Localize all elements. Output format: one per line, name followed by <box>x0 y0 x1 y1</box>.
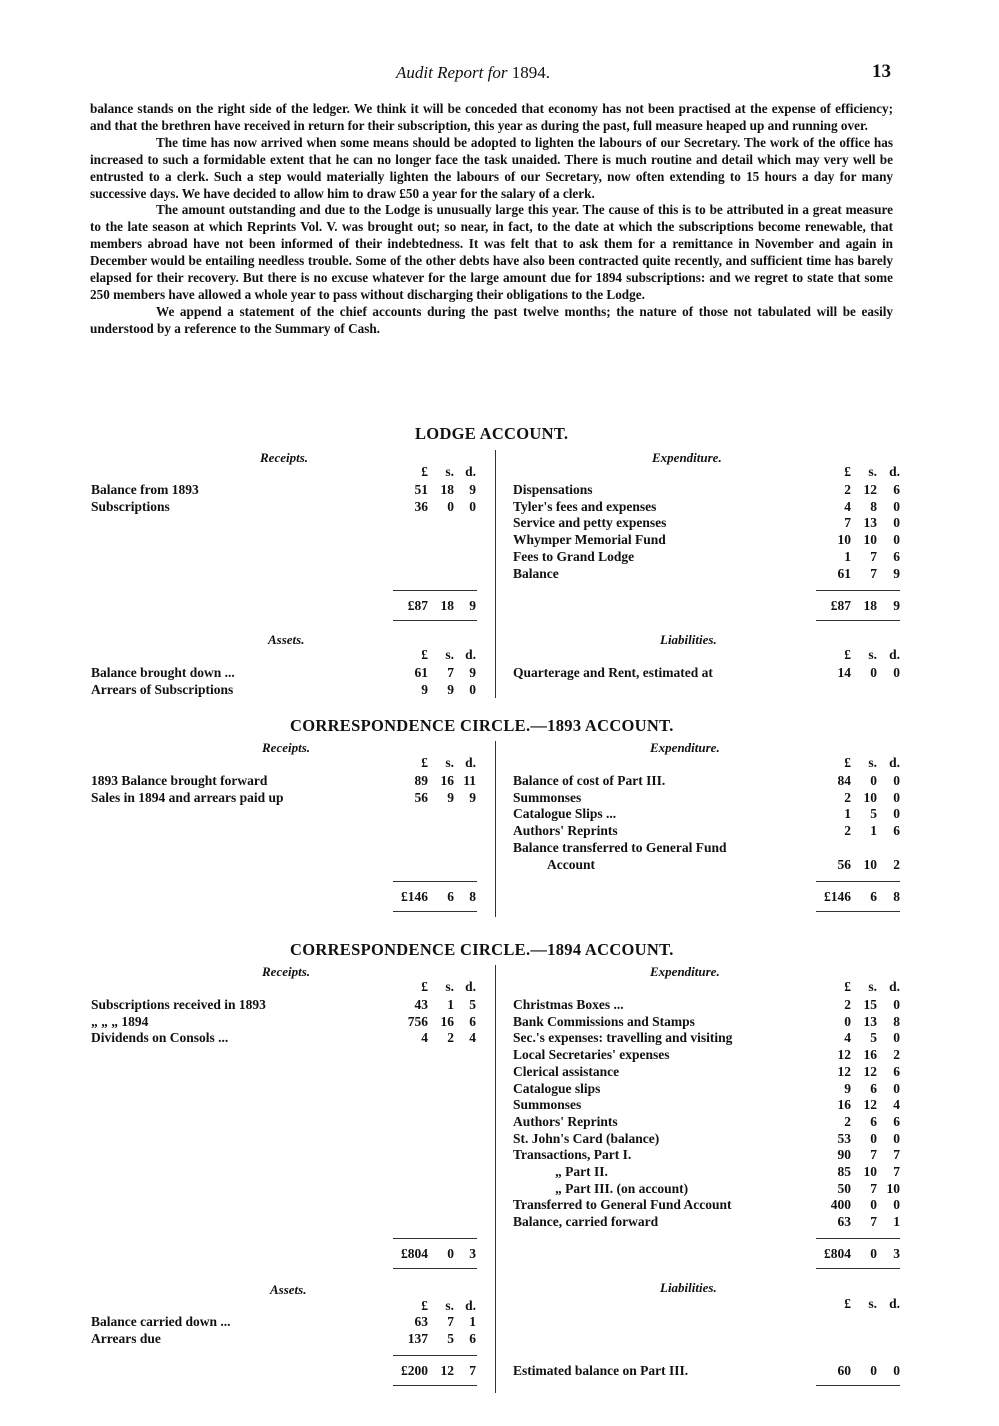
cc1894-expenditure-row-d: 0 <box>893 997 900 1012</box>
cc1893-expenditure-total-l: £146 <box>824 889 851 904</box>
cc1893-expenditure-row-d: 0 <box>893 806 900 822</box>
cc1894-receipts-total-rule <box>393 1238 477 1239</box>
lodge-liabilities-heading: Liabilities. <box>660 632 717 647</box>
cc1893-receipts-total-underrule <box>393 911 477 912</box>
cc1894-expenditure-total-l: £804 <box>824 1246 851 1261</box>
lodge-liabilities-currency-l: £ <box>844 647 851 662</box>
lodge-expenditure-row-d: 0 <box>893 515 900 531</box>
lodge-expenditure-row-l: 7 <box>844 515 851 531</box>
cc1894-receipt-row-s: 2 <box>447 1030 454 1046</box>
lodge-expenditure-row-d: 6 <box>893 548 900 564</box>
cc1894-expenditure-row-d: 7 <box>893 1164 900 1179</box>
lodge-expenditure-total-underrule <box>816 620 900 621</box>
cc1894-expenditure-row-l: 400 <box>830 1197 851 1213</box>
cc1893-expenditure-row-s: 1 <box>870 823 877 839</box>
lodge-expenditure-row-l: 4 <box>844 498 851 514</box>
cc1894-expenditure-row-label: Balance, carried forward <box>513 1214 659 1230</box>
cc1893-receipts-currency-l: £ <box>421 755 428 770</box>
lodge-liabilities-currency-s: s. <box>868 647 877 662</box>
cc1894-expenditure-total-rule <box>816 1238 900 1239</box>
lodge-expenditure-row-s: 12 <box>863 482 877 497</box>
cc1894-assets-total-s: 12 <box>440 1363 454 1378</box>
cc1894-expenditure-row-s: 6 <box>870 1113 877 1129</box>
cc1893-expenditure-row-l: 84 <box>837 773 851 788</box>
cc1893-expenditure-total-d: 8 <box>893 889 900 904</box>
lodge-receipts-total-rule <box>393 590 477 591</box>
cc1894-expenditure-row-l: 90 <box>837 1147 851 1163</box>
cc1894-expenditure-row-label: Catalogue slips <box>513 1080 601 1096</box>
cc1893-expenditure-row-d: 0 <box>893 773 900 788</box>
cc1894-expenditure-row-label: Bank Commissions and Stamps <box>513 1013 695 1029</box>
cc1893-expenditure-row-d: 6 <box>893 823 900 839</box>
lodge-account-title: LODGE ACCOUNT. <box>415 424 569 443</box>
cc1894-receipt-row-l: 43 <box>414 997 428 1012</box>
cc1894-expenditure-row-l: 0 <box>844 1013 851 1029</box>
lodge-expenditure-row-label: Fees to Grand Lodge <box>513 548 635 564</box>
cc1893-expenditure-row-d: 0 <box>893 789 900 805</box>
cc1894-liability-row-d: 0 <box>893 1363 900 1378</box>
lodge-asset-row-s: 9 <box>447 681 454 697</box>
cc1894-expenditure-row-l: 2 <box>844 997 851 1012</box>
lodge-expenditure-row-l: 2 <box>844 482 851 497</box>
cc1894-expenditure-row-label: Summonses <box>513 1097 582 1113</box>
lodge-expenditure-row-label: Whymper Memorial Fund <box>513 532 666 548</box>
cc1894-expenditure-row-l: 63 <box>837 1214 851 1230</box>
cc1893-expenditure-total-rule <box>816 881 900 882</box>
cc1894-expenditure-row-l: 12 <box>837 1047 851 1063</box>
cc1894-expenditure-row-d: 6 <box>893 1113 900 1129</box>
lodge-asset-row-label: Arrears of Subscriptions <box>91 681 234 697</box>
lodge-assets-currency-l: £ <box>421 647 428 662</box>
lodge-expenditure-row-s: 7 <box>870 565 877 581</box>
cc1893-expenditure-row-s: 10 <box>863 856 877 872</box>
cc1894-asset-row-d: 6 <box>469 1330 476 1346</box>
intro-paragraph: The time has now arrived when some means should be adopted to lighten the labours of our Secretary. The work of the office has increased to such a formidable extent that he can no longer face the task unaided. There is much routine and detail which may very well be entrusted to a clerk. Such a step would materially lighten the labours of our Secretary, now often extending to 15 hours a day for many successive days. We have decided to allow him to draw £50 a year for the salary of a clerk. <box>90 134 893 201</box>
cc1894-expenditure-currency-s: s. <box>868 979 877 994</box>
cc1894-expenditure-row-label: „ Part II. <box>555 1164 608 1179</box>
cc1894-receipt-row-d: 5 <box>469 997 476 1012</box>
cc1894-divider <box>495 965 496 1393</box>
cc1893-expenditure-currency-s: s. <box>868 755 877 770</box>
cc1894-expenditure-row-label: Clerical assistance <box>513 1063 620 1079</box>
lodge-receipt-row-label: Balance from 1893 <box>91 482 199 497</box>
cc1894-expenditure-row-l: 9 <box>844 1080 851 1096</box>
cc1894-expenditure-row-s: 16 <box>863 1047 877 1063</box>
cc1893-expenditure-heading: Expenditure. <box>650 740 720 755</box>
cc1894-expenditure-row-s: 15 <box>863 997 877 1012</box>
cc1894-asset-row-label: Balance carried down ... <box>91 1314 231 1329</box>
cc1893-expenditure-currency-l: £ <box>844 755 851 770</box>
intro-paragraph: The amount outstanding and due to the Lodge is unusually large this year. The cause of this is to be attributed in a great measure to the late season at which Reprints Vol. V. was brought out; so near, in fact, to the date at which the subscriptions become renewable, that members abroad have not been informed of their indebtedness. It was felt that to ask them for a remittance in November and again in December would be entailing needless trouble. Some of the other debts have also been contracted quite recently, and sufficient time has barely elapsed for their recovery. But there is no excuse whatever for the large amount due for 1894 subscriptions: and we regret to state that some 250 members have allowed a whole year to pass without discharging their obligations to the Lodge. <box>90 202 893 302</box>
lodge-asset-row-d: 0 <box>469 681 476 697</box>
cc1894-receipts-heading: Receipts. <box>262 964 311 979</box>
cc1894-expenditure-total-s: 0 <box>870 1246 877 1261</box>
cc1894-assets-total-l: £200 <box>401 1363 428 1378</box>
lodge-asset-row-s: 7 <box>447 665 454 680</box>
cc1894-receipt-row-s: 16 <box>440 1013 454 1029</box>
intro-paragraph: balance stands on the right side of the ledger. We think it will be conceded that economy has not been practised at the expense of efficiency; and that the brethren have received in return for their subscription, this year as during the past, full measure heaped up and running over. <box>90 101 893 133</box>
cc1894-receipt-row-label: Dividends on Consols ... <box>91 1030 229 1046</box>
cc1894-expenditure-row-label: Authors' Reprints <box>513 1113 618 1129</box>
cc1894-liability-row-s: 0 <box>870 1363 877 1378</box>
cc1894-expenditure-row-s: 6 <box>870 1080 877 1096</box>
cc1893-receipt-row-l: 89 <box>414 773 428 788</box>
lodge-assets-heading: Assets. <box>268 632 305 647</box>
cc1893-expenditure-row-s: 5 <box>870 806 877 822</box>
cc1894-liabilities-currency-s: s. <box>868 1296 877 1311</box>
lodge-asset-row-l: 9 <box>421 681 428 697</box>
cc1894-receipts-currency-s: s. <box>445 979 454 994</box>
cc1894-expenditure-row-l: 16 <box>837 1097 851 1113</box>
cc1893-expenditure-row-l: 1 <box>844 806 851 822</box>
cc1894-expenditure-row-d: 1 <box>893 1214 900 1230</box>
lodge-expenditure-row-l: 10 <box>837 532 851 548</box>
cc1894-expenditure-row-s: 0 <box>870 1197 877 1213</box>
cc1894-receipt-row-label: „ „ „ 1894 <box>91 1013 149 1029</box>
cc1894-expenditure-row-label: Sec.'s expenses: travelling and visiting <box>513 1030 733 1046</box>
cc1894-expenditure-row-s: 7 <box>870 1180 877 1196</box>
cc1894-expenditure-row-d: 7 <box>893 1147 900 1163</box>
page-number: 13 <box>872 61 891 82</box>
cc1894-expenditure-currency-l: £ <box>844 979 851 994</box>
lodge-divider <box>495 450 496 698</box>
cc1894-expenditure-heading: Expenditure. <box>650 964 720 979</box>
cc1893-expenditure-row-d: 2 <box>893 856 900 872</box>
lodge-expenditure-row-d: 0 <box>893 498 900 514</box>
cc1893-account-title: CORRESPONDENCE CIRCLE.—1893 ACCOUNT. <box>290 716 674 735</box>
cc1894-asset-row-s: 5 <box>447 1330 454 1346</box>
cc1894-expenditure-row-s: 12 <box>863 1097 877 1113</box>
lodge-expenditure-row-d: 9 <box>893 565 900 581</box>
cc1894-asset-row-l: 63 <box>414 1314 428 1329</box>
cc1894-expenditure-row-d: 8 <box>893 1013 900 1029</box>
cc1894-asset-row-label: Arrears due <box>91 1330 161 1346</box>
cc1894-expenditure-total-underrule <box>816 1268 900 1269</box>
cc1894-expenditure-row-s: 12 <box>863 1063 877 1079</box>
cc1894-assets-total-underrule <box>393 1385 477 1386</box>
cc1894-receipts-total-s: 0 <box>447 1246 454 1261</box>
cc1894-expenditure-row-label: Transactions, Part I. <box>513 1147 632 1163</box>
cc1893-expenditure-row-label: Balance of cost of Part III. <box>513 773 666 788</box>
cc1893-receipts-total-rule <box>393 881 477 882</box>
running-title-text: Audit Report for <box>396 63 508 82</box>
cc1894-receipt-row-s: 1 <box>447 997 454 1012</box>
cc1894-expenditure-row-l: 4 <box>844 1030 851 1046</box>
running-title <box>396 63 550 83</box>
cc1894-liabilities-currency-d: d. <box>889 1296 900 1311</box>
lodge-expenditure-row-l: 61 <box>837 565 851 581</box>
cc1894-expenditure-currency-d: d. <box>889 979 900 994</box>
cc1894-expenditure-row-label: Local Secretaries' expenses <box>513 1047 670 1063</box>
running-title-year: 1894. <box>511 63 550 82</box>
cc1894-expenditure-row-d: 0 <box>893 1197 900 1213</box>
lodge-liability-row-l: 14 <box>837 665 851 680</box>
cc1894-receipts-total-underrule <box>393 1268 477 1269</box>
cc1894-expenditure-row-l: 53 <box>837 1130 851 1146</box>
cc1894-receipts-total-d: 3 <box>469 1246 476 1261</box>
lodge-expenditure-row-label: Dispensations <box>513 482 593 497</box>
lodge-liabilities-currency-d: d. <box>889 647 900 662</box>
cc1894-expenditure-row-s: 7 <box>870 1147 877 1163</box>
cc1893-expenditure-row-l: 2 <box>844 789 851 805</box>
cc1894-expenditure-row-s: 7 <box>870 1214 877 1230</box>
cc1893-receipts-currency-s: s. <box>445 755 454 770</box>
cc1894-asset-row-l: 137 <box>407 1330 428 1346</box>
cc1894-expenditure-row-s: 0 <box>870 1130 877 1146</box>
cc1894-expenditure-row-l: 2 <box>844 1113 851 1129</box>
lodge-receipts-currency-l: £ <box>421 464 428 479</box>
lodge-asset-row-d: 9 <box>469 665 476 680</box>
lodge-expenditure-currency-s: s. <box>868 464 877 479</box>
cc1893-expenditure-row-label: Account <box>547 856 595 872</box>
cc1893-expenditure-currency-d: d. <box>889 755 900 770</box>
cc1894-assets-currency-s: s. <box>445 1298 454 1313</box>
lodge-receipts-total-underrule <box>393 620 477 621</box>
cc1894-receipt-row-d: 4 <box>469 1030 476 1046</box>
cc1894-receipt-row-l: 4 <box>421 1030 428 1046</box>
cc1893-expenditure-row-label: Authors' Reprints <box>513 823 618 839</box>
cc1893-expenditure-row-s: 10 <box>863 789 877 805</box>
cc1894-expenditure-row-d: 4 <box>893 1097 900 1113</box>
lodge-asset-row-label: Balance brought down ... <box>91 665 235 680</box>
cc1894-expenditure-row-label: St. John's Card (balance) <box>513 1130 660 1146</box>
cc1894-expenditure-row-s: 13 <box>863 1013 877 1029</box>
lodge-receipts-total-s: 18 <box>440 598 454 613</box>
lodge-expenditure-total-s: 18 <box>863 598 877 613</box>
lodge-expenditure-row-label: Service and petty expenses <box>513 515 667 531</box>
lodge-receipts-currency-d: d. <box>465 464 476 479</box>
cc1894-receipts-total-l: £804 <box>401 1246 428 1261</box>
cc1894-expenditure-row-d: 10 <box>886 1180 900 1196</box>
lodge-expenditure-row-d: 0 <box>893 532 900 548</box>
lodge-assets-currency-s: s. <box>445 647 454 662</box>
cc1894-expenditure-row-l: 50 <box>837 1180 851 1196</box>
lodge-expenditure-currency-d: d. <box>889 464 900 479</box>
cc1893-divider <box>495 741 496 917</box>
cc1893-receipts-total-s: 6 <box>447 889 454 904</box>
lodge-receipt-row-d: 0 <box>469 498 476 514</box>
cc1894-liability-row-l: 60 <box>837 1363 851 1378</box>
cc1894-expenditure-row-l: 12 <box>837 1063 851 1079</box>
lodge-expenditure-row-l: 1 <box>844 548 851 564</box>
cc1893-receipts-total-l: £146 <box>401 889 428 904</box>
lodge-receipt-row-d: 9 <box>469 482 476 497</box>
cc1894-receipt-row-label: Subscriptions received in 1893 <box>91 997 266 1012</box>
cc1893-expenditure-row-label: Catalogue Slips ... <box>513 806 617 822</box>
cc1894-liability-row-label: Estimated balance on Part III. <box>513 1363 689 1378</box>
lodge-asset-row-l: 61 <box>414 665 428 680</box>
intro-paragraph: We append a statement of the chief accounts during the past twelve months; the nature of those not tabulated will be easily understood by a reference to the Summary of Cash. <box>90 303 893 336</box>
cc1894-expenditure-row-d: 2 <box>893 1047 900 1063</box>
cc1894-receipt-row-d: 6 <box>469 1013 476 1029</box>
cc1894-expenditure-row-label: Christmas Boxes ... <box>513 997 624 1012</box>
cc1893-expenditure-row-s: 0 <box>870 773 877 788</box>
cc1893-receipt-row-s: 9 <box>447 789 454 805</box>
lodge-expenditure-heading: Expenditure. <box>652 450 722 465</box>
cc1893-expenditure-row-label: Balance transferred to General Fund <box>513 839 727 855</box>
cc1894-expenditure-row-d: 0 <box>893 1080 900 1096</box>
lodge-receipts-total-l: £87 <box>407 598 428 613</box>
lodge-expenditure-row-d: 6 <box>893 482 900 497</box>
lodge-expenditure-row-s: 7 <box>870 548 877 564</box>
lodge-expenditure-row-label: Balance <box>513 565 559 581</box>
lodge-expenditure-total-d: 9 <box>893 598 900 613</box>
lodge-expenditure-row-s: 13 <box>863 515 877 531</box>
cc1893-receipts-total-d: 8 <box>469 889 476 904</box>
lodge-liability-row-s: 0 <box>870 665 877 680</box>
cc1894-receipts-currency-d: d. <box>465 979 476 994</box>
cc1893-receipts-heading: Receipts. <box>262 740 311 755</box>
cc1894-receipt-row-l: 756 <box>407 1013 428 1029</box>
cc1894-assets-total-rule <box>393 1355 477 1356</box>
cc1894-assets-currency-d: d. <box>465 1298 476 1313</box>
cc1893-expenditure-total-underrule <box>816 911 900 912</box>
cc1894-liabilities-heading: Liabilities. <box>660 1280 717 1295</box>
cc1894-expenditure-row-s: 10 <box>863 1164 877 1179</box>
lodge-receipt-row-l: 51 <box>414 482 428 497</box>
lodge-expenditure-currency-l: £ <box>844 464 851 479</box>
cc1893-expenditure-total-s: 6 <box>870 889 877 904</box>
lodge-receipts-total-d: 9 <box>469 598 476 613</box>
cc1893-expenditure-row-l: 56 <box>837 856 851 872</box>
lodge-receipt-row-l: 36 <box>414 498 428 514</box>
cc1894-expenditure-row-label: Transferred to General Fund Account <box>513 1197 732 1213</box>
cc1894-asset-row-s: 7 <box>447 1314 454 1329</box>
lodge-receipt-row-s: 0 <box>447 498 454 514</box>
cc1894-expenditure-row-l: 85 <box>837 1164 851 1179</box>
cc1893-expenditure-row-l: 2 <box>844 823 851 839</box>
cc1894-assets-total-d: 7 <box>469 1363 476 1378</box>
cc1894-liabilities-rule <box>816 1385 900 1386</box>
lodge-receipt-row-label: Subscriptions <box>91 498 170 514</box>
lodge-liability-row-label: Quarterage and Rent, estimated at <box>513 665 713 680</box>
cc1893-receipt-row-d: 9 <box>469 789 476 805</box>
cc1894-asset-row-d: 1 <box>469 1314 476 1329</box>
lodge-receipts-currency-s: s. <box>445 464 454 479</box>
lodge-receipts-heading: Receipts. <box>260 450 309 465</box>
cc1893-receipt-row-s: 16 <box>440 773 454 788</box>
cc1893-receipts-currency-d: d. <box>465 755 476 770</box>
cc1893-expenditure-row-label: Summonses <box>513 789 582 805</box>
cc1894-assets-heading: Assets. <box>270 1282 307 1297</box>
lodge-assets-currency-d: d. <box>465 647 476 662</box>
cc1893-receipt-row-label: 1893 Balance brought forward <box>91 773 268 788</box>
intro-text <box>90 101 893 338</box>
cc1893-receipt-row-l: 56 <box>414 789 428 805</box>
cc1894-expenditure-row-d: 0 <box>893 1130 900 1146</box>
cc1894-expenditure-total-d: 3 <box>893 1246 900 1261</box>
cc1894-expenditure-row-label: „ Part III. (on account) <box>555 1180 689 1196</box>
cc1894-expenditure-row-d: 0 <box>893 1030 900 1046</box>
cc1893-receipt-row-label: Sales in 1894 and arrears paid up <box>91 789 284 805</box>
cc1894-assets-currency-l: £ <box>421 1298 428 1313</box>
cc1894-account-title: CORRESPONDENCE CIRCLE.—1894 ACCOUNT. <box>290 940 674 959</box>
cc1894-expenditure-row-d: 6 <box>893 1063 900 1079</box>
lodge-expenditure-row-s: 10 <box>863 532 877 548</box>
lodge-receipt-row-s: 18 <box>440 482 454 497</box>
lodge-expenditure-total-rule <box>816 590 900 591</box>
lodge-expenditure-row-label: Tyler's fees and expenses <box>513 498 657 514</box>
cc1894-receipts-currency-l: £ <box>421 979 428 994</box>
cc1894-expenditure-row-s: 5 <box>870 1030 877 1046</box>
lodge-liability-row-d: 0 <box>893 665 900 680</box>
cc1894-liabilities-currency-l: £ <box>844 1296 851 1311</box>
lodge-expenditure-total-l: £87 <box>830 598 851 613</box>
cc1893-receipt-row-d: 11 <box>463 773 476 788</box>
lodge-expenditure-row-s: 8 <box>870 498 877 514</box>
